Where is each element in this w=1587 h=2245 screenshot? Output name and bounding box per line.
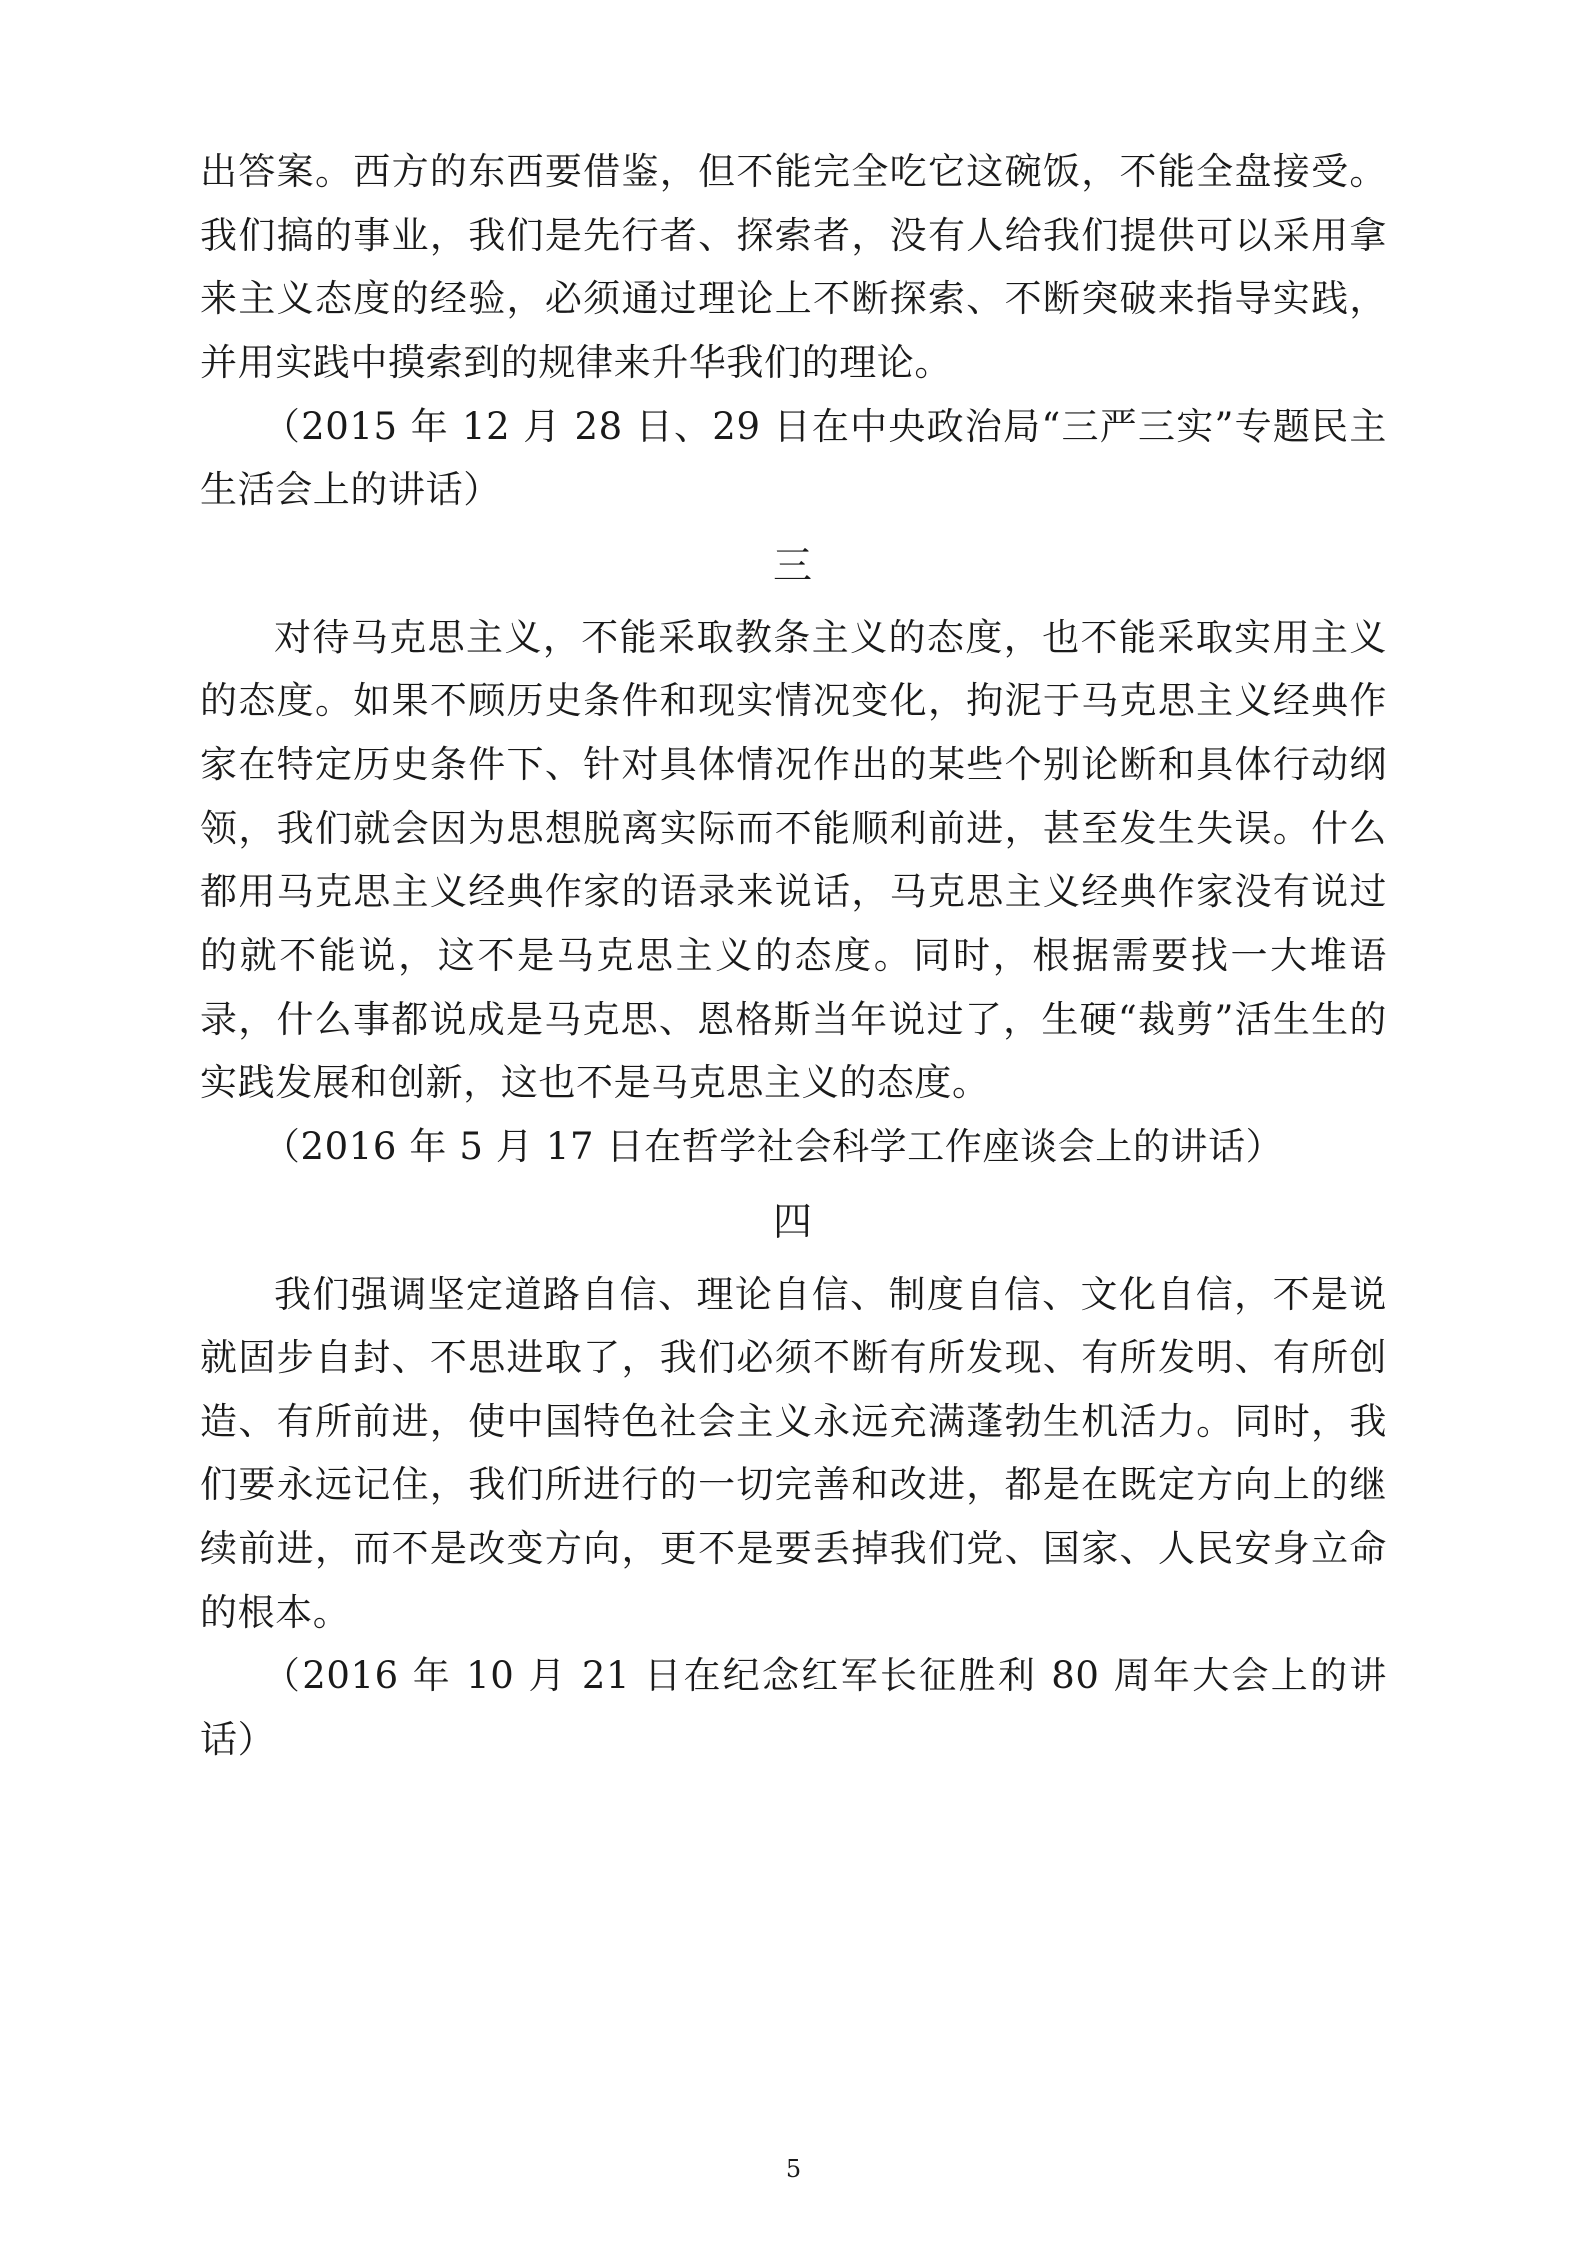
document-body	[200, 140, 1387, 1772]
speech-source-citation: （2016 年 5 月 17 日在哲学社会科学工作座谈会上的讲话）	[262, 1124, 1284, 1168]
speech-source-citation: （2016 年 10 月 21 日在纪念红军长征胜利 80 周年大会上的讲话）	[200, 1654, 1387, 1761]
body-paragraph: 对待马克思主义，不能采取教条主义的态度，也不能采取实用主义的态度。如果不顾历史条件和现实情况变化，拘泥于马克思主义经典作家在特定历史条件下、针对具体情况作出的某些个别论断和具体行动纲领，我们就会因为思想脱离实际而不能顺利前进，甚至发生失误。什么都用马克思主义经典作家的语录来说话，马克思主义经典作家没有说过的就不能说，这不是马克思主义的态度。同时，根据需要找一大堆语录，什么事都说成是马克思、恩格斯当年说过了，生硬“裁剪”活生生的实践发展和创新，这也不是马克思主义的态度。	[200, 615, 1387, 1105]
section-number-heading: 四	[772, 1200, 814, 1246]
section-number-heading: 三	[772, 543, 814, 589]
body-paragraph: 出答案。西方的东西要借鉴，但不能完全吃它这碗饭，不能全盘接受。我们搞的事业，我们是先行者、探索者，没有人给我们提供可以采用拿来主义态度的经验，必须通过理论上不断探索、不断突破来指导实践，并用实践中摸索到的规律来升华我们的理论。	[200, 150, 1387, 384]
page-number: 5	[785, 2155, 802, 2183]
body-paragraph: 我们强调坚定道路自信、理论自信、制度自信、文化自信，不是说就固步自封、不思进取了，我们必须不断有所发现、有所发明、有所创造、有所前进，使中国特色社会主义永远充满蓬勃生机活力。同时，我们要永远记住，我们所进行的一切完善和改进，都是在既定方向上的继续前进，而不是改变方向，更不是要丢掉我们党、国家、人民安身立命的根本。	[200, 1272, 1387, 1634]
speech-source-citation: （2015 年 12 月 28 日、29 日在中央政治局“三严三实”专题民主生活会上的讲话）	[200, 404, 1387, 512]
